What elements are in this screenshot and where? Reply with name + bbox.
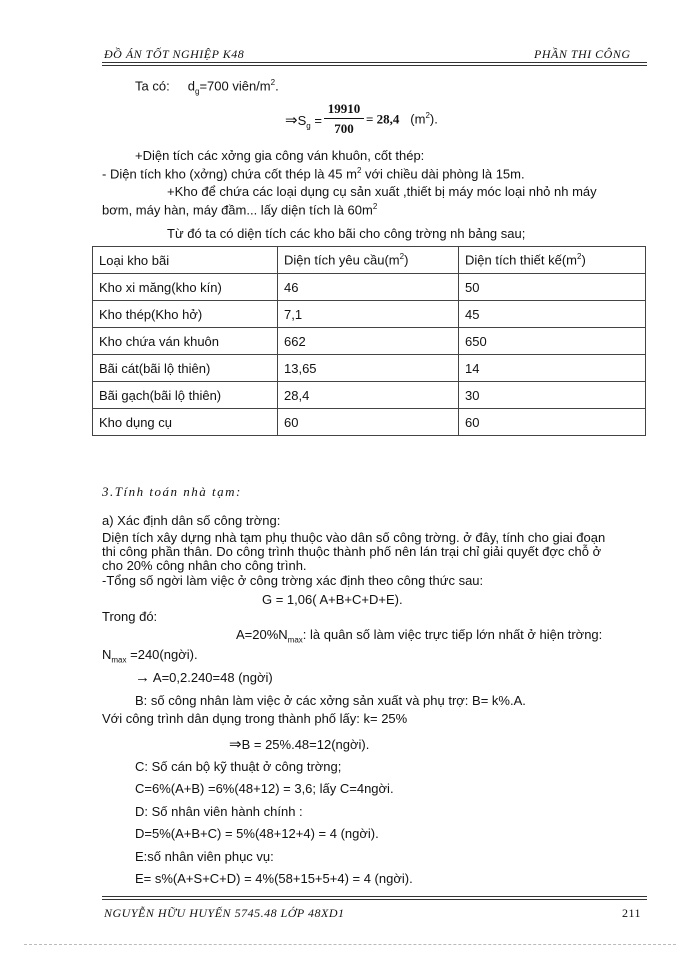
table-cell: 14 [459, 355, 646, 382]
table-row [93, 409, 646, 436]
table-cell: Kho thép(Kho hở) [93, 301, 278, 328]
table-row [93, 274, 646, 301]
sg-numerator: 19910 [327, 101, 361, 116]
table-cell: 7,1 [278, 301, 459, 328]
d-var: d [187, 78, 195, 94]
table-row [93, 301, 646, 328]
table-cell: 46 [278, 274, 459, 301]
page-bottom-dashes [24, 944, 676, 945]
sg-lhs [285, 111, 322, 131]
sg-arrow: ⇒ [285, 112, 298, 129]
sg-result-value: = 28,4 [366, 111, 400, 127]
d-sub: g [194, 86, 200, 96]
sg-denominator: 700 [334, 121, 354, 136]
a-definition: $A=20\%N_{max}$: là quân số làm việc trực tiếp lớn nhất ở hiện trờng: [236, 627, 603, 645]
d-calc: D=5%(A+B+C) = 5%(48+12+4) = 4 (ngời). [135, 826, 379, 841]
c-calc: C=6%(A+B) =6%(48+12) = 3,6; lấy C=4ngời. [135, 781, 394, 796]
table-cell: 50 [459, 274, 646, 301]
table-cell: Kho chứa ván khuôn [93, 328, 278, 355]
footer-left: NGUYỄN HỮU HUYẾN 5745.48 LỚP 48XD1 [104, 906, 345, 920]
formula-intro: Ta có: $d_g=700$ viên/$m^2$. [135, 78, 279, 96]
storage-table [92, 246, 646, 436]
para-2 [102, 166, 525, 181]
page-number: 211 [622, 906, 642, 920]
para-4-sup: 2 [372, 202, 378, 211]
table-row [93, 328, 646, 355]
table-cell: 662 [278, 328, 459, 355]
para-3: +Kho để chứa các loại dụng cụ sản xuất ,thiết bị máy móc loại nhỏ nh máy [167, 184, 597, 199]
table-row [93, 382, 646, 409]
g-formula: G = 1,06( A+B+C+D+E). [262, 592, 403, 607]
e-definition: E:số nhân viên phục vụ: [135, 849, 274, 864]
table-cell: 13,65 [278, 355, 459, 382]
para-2-sup: 2 [356, 166, 362, 175]
s3-line-2: thi công phần thân. Do công trình thuộc thành phố nên lán trại chỉ giải quyết đợc chỗ ở [102, 544, 602, 559]
para-4 [102, 202, 377, 217]
footer-rule-2 [102, 899, 647, 900]
footer-rule [102, 896, 647, 897]
table-cell: 650 [459, 328, 646, 355]
b-note: Với công trình dân dụng trong thành phố lấy: k= 25% [102, 711, 408, 726]
para-1: +Diện tích các xởng gia công ván khuôn, cốt thép: [135, 148, 425, 163]
para-2b: với chiều dài phòng là 15m. [361, 166, 525, 182]
table-header-cell: Loại kho bãi [93, 247, 278, 274]
sg-lhs-var: S [297, 113, 307, 128]
d-definition: D: Số nhân viên hành chính : [135, 804, 303, 819]
arrow-icon: → [135, 669, 150, 686]
a-calc: → A=0,2.240=48 (ngời) [135, 669, 273, 686]
header-left: ĐỒ ÁN TỐT NGHIỆP K48 [104, 47, 245, 61]
table-cell: 45 [459, 301, 646, 328]
table-cell: Bãi gạch(bãi lộ thiên) [93, 382, 278, 409]
s3-line-4: -Tổng số ngời làm việc ở công trờng xác định theo công thức sau: [102, 573, 484, 588]
table-row [93, 355, 646, 382]
d-value: =700 viên/m [199, 78, 271, 94]
sg-unit-close: ). [429, 111, 438, 127]
sg-fraction-bar [324, 118, 364, 119]
table-cell: Kho dụng cụ [93, 409, 278, 436]
section-3a-title: a) Xác định dân số công trờng: [102, 513, 281, 528]
table-cell: 30 [459, 382, 646, 409]
table-cell: 28,4 [278, 382, 459, 409]
para-2a: - Diện tích kho (xởng) chứa cốt thép là 45 m [102, 166, 357, 182]
table-cell: Bãi cát(bãi lộ thiên) [93, 355, 278, 382]
nmax-line: $N_{max}$ =240(ngời). [102, 647, 198, 665]
s3-line-1: Diện tích xây dựng nhà tạm phụ thuộc vào dân số công trờng. ở đây, tính cho giai đoạn [102, 530, 606, 545]
para-4a: bơm, máy hàn, máy đầm... lấy diện tích là 60m [102, 202, 373, 218]
sg-result [366, 111, 438, 127]
ta-co-label: Ta có: [135, 78, 170, 94]
table-cell: 60 [459, 409, 646, 436]
table-header-row [93, 247, 646, 274]
d-sup: 2 [270, 78, 276, 87]
sg-eq: = [314, 113, 322, 128]
implies-icon: ⇒ [229, 736, 242, 753]
table-cell: Kho xi măng(kho kín) [93, 274, 278, 301]
table-header-cell: Diện tích thiết $kế(m^2)$ [459, 247, 646, 274]
para-5: Từ đó ta có diện tích các kho bãi cho công trờng nh bảng sau; [167, 226, 526, 241]
table-cell: 60 [278, 409, 459, 436]
s3-line-3: cho 20% công nhân cho công trình. [102, 558, 307, 573]
b-calc: ⇒B = 25%.48=12(ngời). [229, 736, 370, 753]
c-definition: C: Số cán bộ kỹ thuật ở công trờng; [135, 759, 342, 774]
header-right: PHẦN THI CÔNG [534, 47, 631, 61]
header-rule-2 [102, 65, 647, 66]
sg-unit-sup: 2 [425, 111, 430, 120]
e-calc: E= s%(A+S+C+D) = 4%(58+15+5+4) = 4 (ngời). [135, 871, 413, 886]
b-definition: B: số công nhân làm việc ở các xởng sản xuất và phụ trợ: B= k%.A. [135, 693, 526, 708]
header-rule [102, 62, 647, 63]
trong-do: Trong đó: [102, 609, 158, 624]
section-3-title: 3.Tính toán nhà tạm: [102, 484, 242, 499]
sg-unit: (m [410, 111, 426, 127]
sg-lhs-sub: g [306, 121, 311, 131]
table-header-cell: Diện tích yêu $cầu(m^2)$ [278, 247, 459, 274]
